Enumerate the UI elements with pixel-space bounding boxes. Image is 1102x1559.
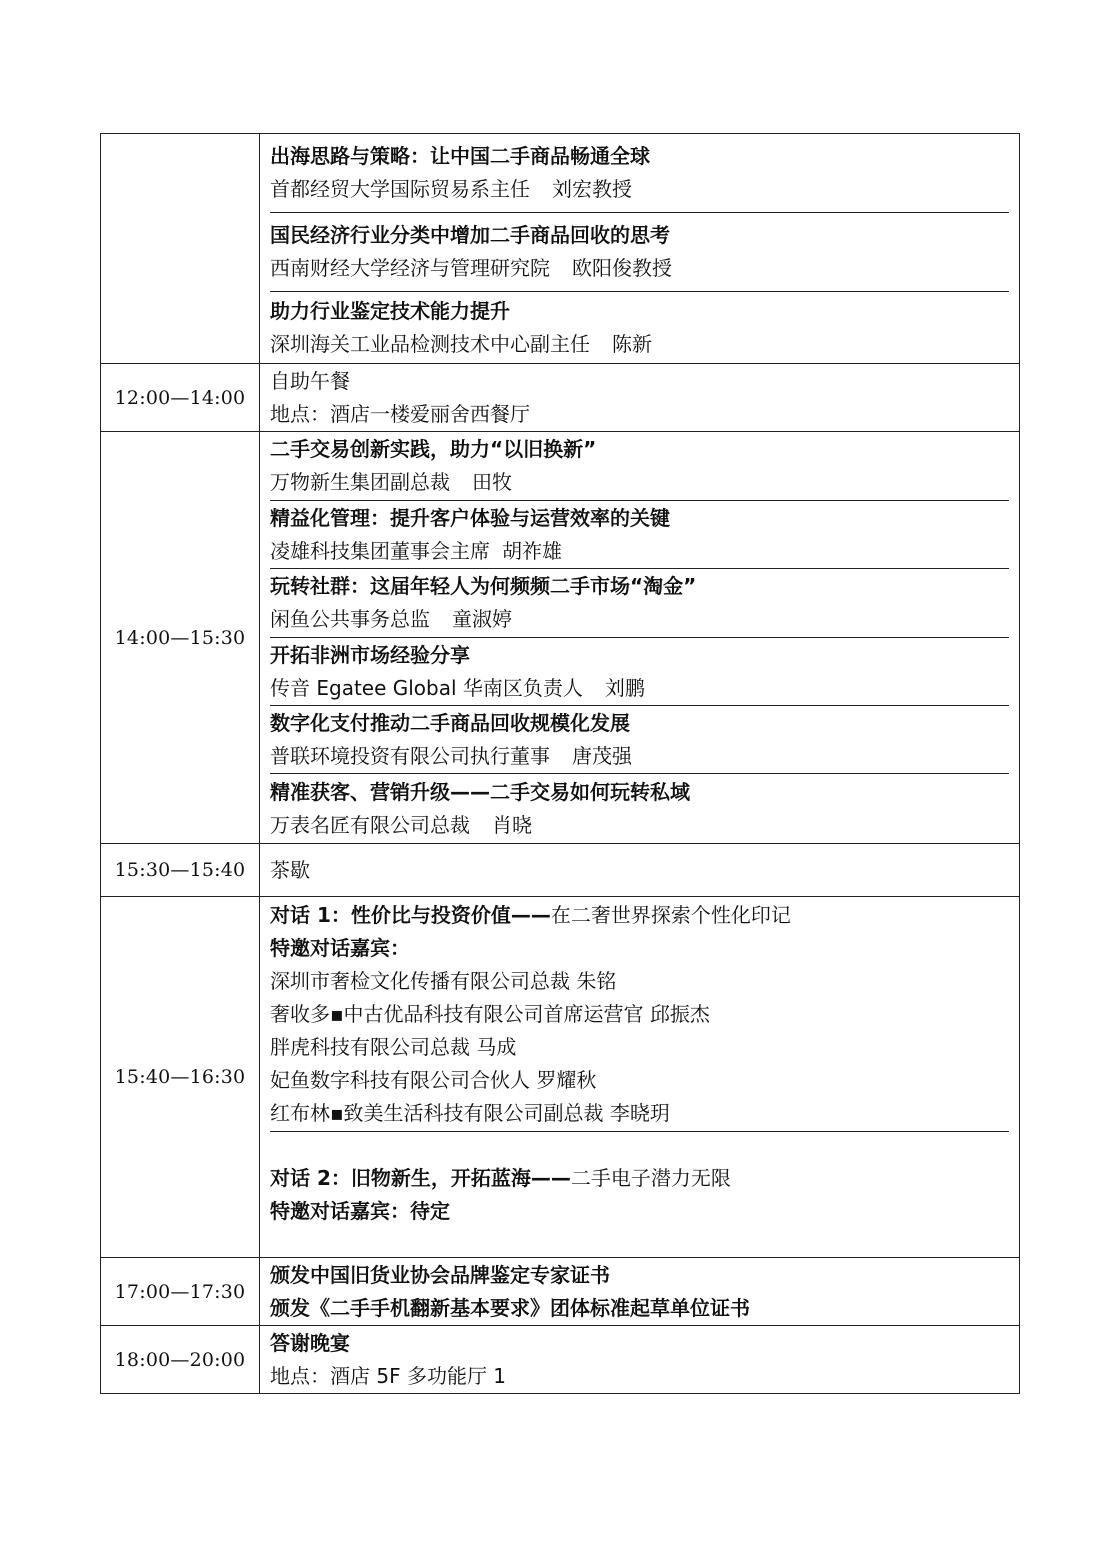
time-cell	[101, 134, 260, 364]
session-item	[270, 212, 1009, 291]
guest-line: 深圳市奢检文化传播有限公司总裁 朱铭	[270, 969, 617, 993]
time-cell: 14:00—15:30	[101, 432, 260, 844]
dinner-location: 地点：酒店 5F 多功能厅 1	[270, 1363, 507, 1388]
schedule-row	[101, 364, 1020, 432]
schedule-table	[100, 133, 1020, 1394]
session-item	[270, 705, 1009, 773]
session-item	[270, 637, 1009, 705]
guest-line: 妃鱼数字科技有限公司合伙人 罗耀秋	[270, 1068, 597, 1092]
break-label: 茶歇	[270, 857, 310, 882]
session-speaker: 万表名匠有限公司总裁 肖晓	[270, 812, 532, 837]
schedule-row	[101, 1258, 1020, 1326]
session-item	[270, 773, 1009, 843]
time-cell: 15:30—15:40	[101, 844, 260, 897]
session-title: 国民经济行业分类中增加二手商品回收的思考	[270, 223, 670, 247]
schedule-row	[101, 432, 1020, 844]
guest-line: 红布林▪致美生活科技有限公司副总裁 李晓玥	[270, 1101, 670, 1125]
session-speaker: 首都经贸大学国际贸易系主任 刘宏教授	[270, 177, 632, 201]
time-cell: 12:00—14:00	[101, 364, 260, 432]
session-title: 二手交易创新实践，助力“以旧换新”	[270, 437, 597, 461]
time-cell: 17:00—17:30	[101, 1258, 260, 1326]
session-speaker: 闲鱼公共事务总监 童淑婷	[270, 607, 512, 631]
dialogue-title: 对话 1：性价比与投资价值——在二奢世界探索个性化印记	[270, 903, 791, 927]
lunch-label: 自助午餐	[270, 368, 350, 393]
content-cell	[260, 1326, 1020, 1394]
session-speaker: 西南财经大学经济与管理研究院 欧阳俊教授	[270, 256, 672, 280]
session-speaker: 深圳海关工业品检测技术中心副主任 陈新	[270, 331, 652, 356]
session-title: 出海思路与策略：让中国二手商品畅通全球	[270, 144, 650, 168]
lunch-item	[270, 364, 1009, 431]
session-item	[270, 432, 1009, 500]
dialogue-title: 对话 2：旧物新生，开拓蓝海——二手电子潜力无限	[270, 1165, 731, 1190]
session-item	[270, 291, 1009, 363]
session-title: 精准获客、营销升级——二手交易如何玩转私域	[270, 779, 690, 804]
session-title: 玩转社群：这届年轻人为何频频二手市场“淘金”	[270, 574, 697, 598]
schedule-row	[101, 844, 1020, 897]
guest-line: 胖虎科技有限公司总裁 马成	[270, 1035, 517, 1059]
session-title: 精益化管理：提升客户体验与运营效率的关键	[270, 505, 670, 530]
session-speaker: 万物新生集团副总裁 田牧	[270, 470, 512, 494]
session-speaker: 传音 Egatee Global 华南区负责人 刘鹏	[270, 675, 645, 700]
dialogue-item	[270, 1131, 1009, 1257]
lunch-location: 地点：酒店一楼爱丽舍西餐厅	[270, 401, 530, 426]
session-item	[270, 500, 1009, 568]
content-cell	[260, 134, 1020, 364]
content-cell	[260, 364, 1020, 432]
award-line: 颁发《二手手机翻新基本要求》团体标准起草单位证书	[270, 1295, 750, 1320]
content-cell	[260, 897, 1020, 1258]
schedule-row	[101, 1326, 1020, 1394]
schedule-row	[101, 134, 1020, 364]
time-cell: 15:40—16:30	[101, 897, 260, 1258]
break-item	[270, 844, 1009, 896]
award-line: 颁发中国旧货业协会品牌鉴定专家证书	[270, 1262, 610, 1287]
session-item	[270, 134, 1009, 212]
schedule-row	[101, 897, 1020, 1258]
guests-label: 特邀对话嘉宾：	[270, 936, 410, 960]
guests-label: 特邀对话嘉宾：待定	[270, 1198, 450, 1223]
session-speaker: 普联环境投资有限公司执行董事 唐茂强	[270, 743, 632, 768]
session-item	[270, 568, 1009, 637]
dinner-item	[270, 1326, 1009, 1393]
session-title: 开拓非洲市场经验分享	[270, 642, 470, 667]
dialogue-item	[270, 897, 1009, 1131]
content-cell	[260, 432, 1020, 844]
time-cell: 18:00—20:00	[101, 1326, 260, 1394]
content-cell	[260, 1258, 1020, 1326]
guest-line: 奢收多▪中古优品科技有限公司首席运营官 邱振杰	[270, 1002, 710, 1026]
session-title: 数字化支付推动二手商品回收规模化发展	[270, 710, 630, 735]
dinner-label: 答谢晚宴	[270, 1330, 350, 1355]
content-cell	[260, 844, 1020, 897]
awards-item	[270, 1258, 1009, 1325]
session-title: 助力行业鉴定技术能力提升	[270, 298, 510, 323]
session-speaker: 凌雄科技集团董事会主席 胡祚雄	[270, 538, 562, 563]
